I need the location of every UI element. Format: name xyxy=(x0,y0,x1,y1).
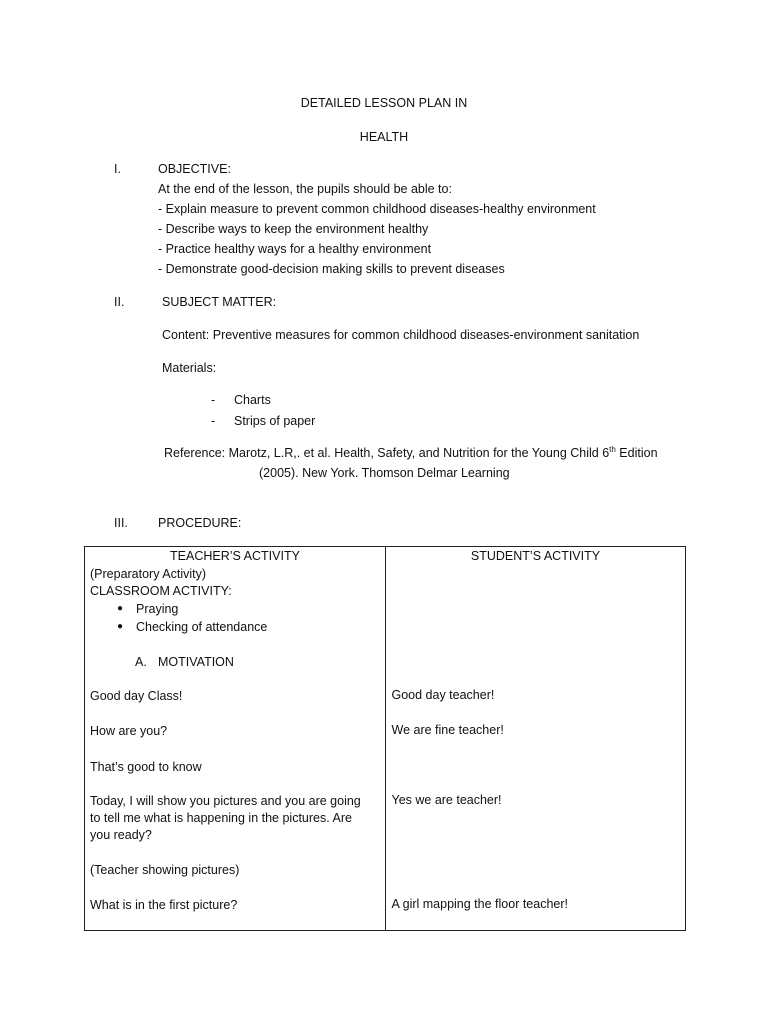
student-line: Yes we are teacher! xyxy=(391,793,502,807)
objective-item: - Demonstrate good-decision making skills to prevent diseases xyxy=(158,262,505,276)
document-subject: HEALTH xyxy=(359,130,409,144)
motivation-letter: A. xyxy=(135,655,147,669)
objective-intro: At the end of the lesson, the pupils should be able to: xyxy=(158,182,452,196)
bullet-icon: ● xyxy=(117,621,124,632)
student-line: A girl mapping the floor teacher! xyxy=(391,897,568,911)
materials-item: Strips of paper xyxy=(234,414,316,428)
teacher-line: (Teacher showing pictures) xyxy=(90,863,240,877)
objective-item: - Describe ways to keep the environment healthy xyxy=(158,222,429,236)
reference-superscript: th xyxy=(609,445,616,454)
teacher-line: What is in the first picture? xyxy=(90,898,238,912)
subject-matter-numeral: II. xyxy=(114,295,125,309)
objective-heading: OBJECTIVE: xyxy=(158,162,231,176)
materials-dash: - xyxy=(211,414,216,428)
student-line: Good day teacher! xyxy=(391,688,495,702)
materials-item: Charts xyxy=(234,393,271,407)
classroom-activity: CLASSROOM ACTIVITY: xyxy=(90,584,232,598)
bullet-icon: ● xyxy=(117,603,124,614)
motivation-heading: MOTIVATION xyxy=(158,655,234,669)
reference-text: Reference: Marotz, L.R,. et al. Health, Safety, and Nutrition for the Young Child 6 xyxy=(164,446,610,460)
classroom-bullet-item: Praying xyxy=(136,602,179,616)
reference-line-1 xyxy=(164,446,658,462)
teacher-activity-column xyxy=(85,547,386,931)
teacher-activity-header: TEACHER’S ACTIVITY xyxy=(170,549,300,563)
teacher-line: That’s good to know xyxy=(90,760,202,774)
teacher-line: How are you? xyxy=(90,724,168,738)
reference-line-2: (2005). New York. Thomson Delmar Learning xyxy=(259,466,510,480)
student-line: We are fine teacher! xyxy=(391,723,504,737)
student-activity-column xyxy=(385,547,686,931)
preparatory-activity: (Preparatory Activity) xyxy=(90,567,207,581)
teacher-line: to tell me what is happening in the pictures. Are xyxy=(90,811,352,825)
teacher-line: Today, I will show you pictures and you are going xyxy=(90,794,361,808)
procedure-table xyxy=(84,546,686,931)
teacher-line: you ready? xyxy=(90,828,152,842)
reference-edition: Edition xyxy=(615,446,658,460)
objective-item: - Explain measure to prevent common childhood diseases-healthy environment xyxy=(158,202,596,216)
materials-dash: - xyxy=(211,393,216,407)
materials-label: Materials: xyxy=(162,361,217,375)
teacher-line: Good day Class! xyxy=(90,689,183,703)
subject-matter-content: Content: Preventive measures for common childhood diseases-environment sanitation xyxy=(162,328,640,342)
objective-numeral: I. xyxy=(114,162,121,176)
document-title: DETAILED LESSON PLAN IN xyxy=(300,96,468,110)
procedure-numeral: III. xyxy=(114,516,128,530)
subject-matter-heading: SUBJECT MATTER: xyxy=(162,295,277,309)
objective-item: - Practice healthy ways for a healthy environment xyxy=(158,242,432,256)
procedure-heading: PROCEDURE: xyxy=(158,516,242,530)
student-activity-header: STUDENT’S ACTIVITY xyxy=(470,549,601,563)
classroom-bullet-item: Checking of attendance xyxy=(136,620,268,634)
